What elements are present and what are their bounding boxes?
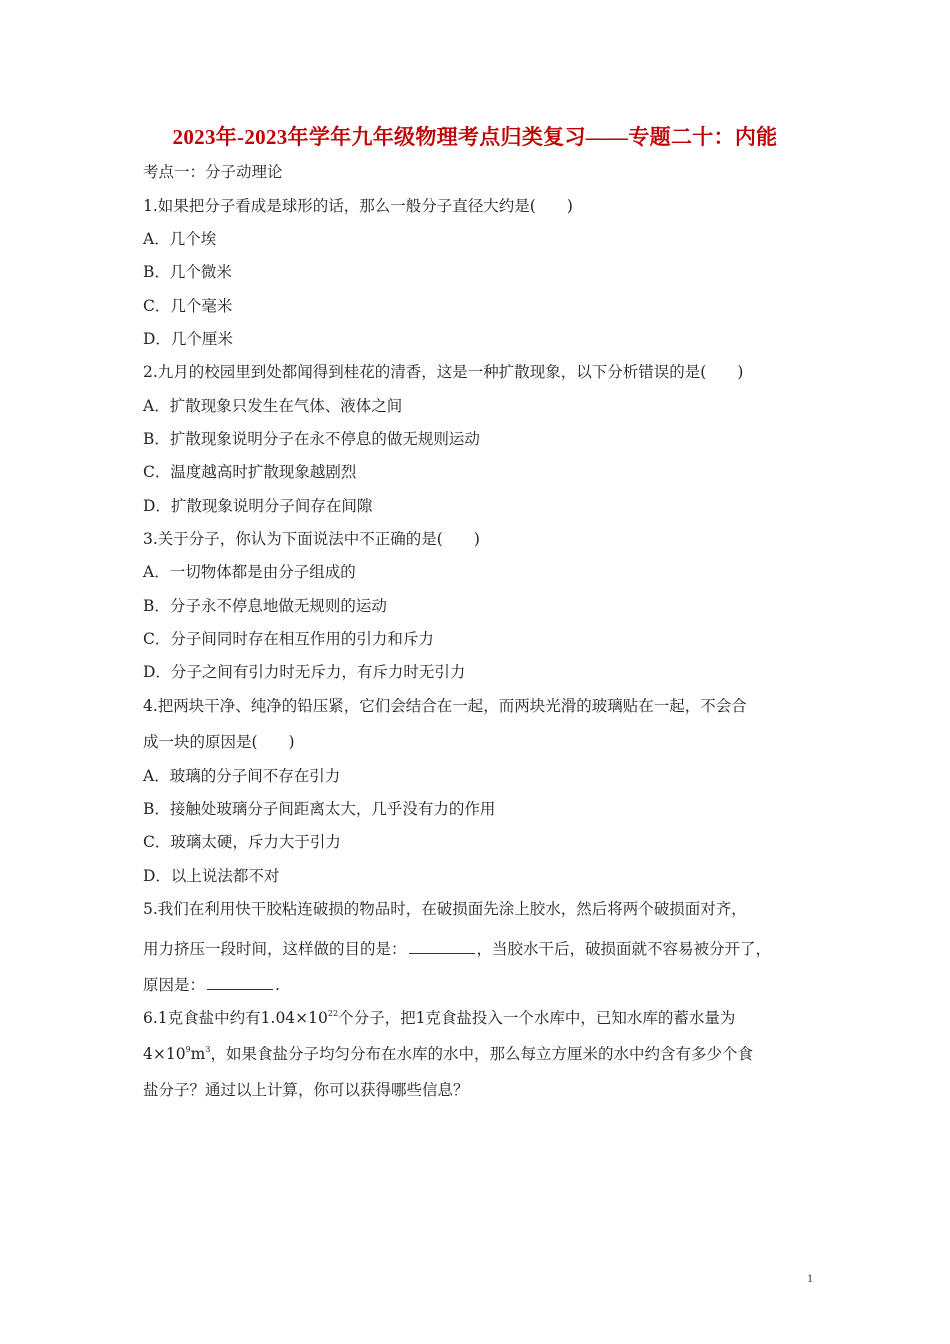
question-1-option-c: C．几个毫米 — [143, 297, 233, 315]
page-number: 1 — [807, 1271, 813, 1285]
question-1-option-a: A．几个埃 — [143, 230, 217, 248]
question-6-line-1 — [143, 1008, 735, 1028]
question-2-option-d: D．扩散现象说明分子间存在间隙 — [143, 497, 373, 515]
question-4-stem-line-2: 成一块的原因是( ) — [143, 733, 295, 751]
question-2-option-b: B．扩散现象说明分子在永不停息的做无规则运动 — [143, 430, 480, 448]
answer-blank-2[interactable] — [207, 974, 273, 990]
question-3-option-d: D．分子之间有引力时无斥力，有斥力时无引力 — [143, 663, 466, 681]
question-5-line-2-suffix: ，当胶水干后，破损面就不容易被分开了， — [476, 940, 772, 958]
question-1-option-d: D．几个厘米 — [143, 330, 233, 348]
question-6-line-1-prefix: 6.1克食盐中约有1.04×10 — [143, 1009, 328, 1027]
question-6-line-2-prefix: 4×10 — [143, 1045, 186, 1063]
question-3-option-c: C．分子间同时存在相互作用的引力和斥力 — [143, 630, 434, 648]
question-5-line-1: 5.我们在利用快干胶粘连破损的物品时，在破损面先涂上胶水，然后将两个破损面对齐， — [143, 900, 747, 918]
section-heading: 考点一：分子动理论 — [143, 163, 283, 181]
question-5-line-2-prefix: 用力挤压一段时间，这样做的目的是： — [143, 940, 407, 958]
question-6-line-2 — [143, 1044, 753, 1064]
question-3-stem: 3.关于分子，你认为下面说法中不正确的是( ) — [143, 530, 480, 548]
question-3-option-a: A．一切物体都是由分子组成的 — [143, 563, 356, 581]
question-6-line-2-suffix: ，如果食盐分子均匀分布在水库的水中，那么每立方厘米的水中约含有多少个食 — [210, 1045, 753, 1063]
question-5-line-2 — [143, 938, 771, 959]
question-5-line-3-prefix: 原因是： — [143, 976, 206, 994]
question-4-option-b: B．接触处玻璃分子间距离太大，几乎没有力的作用 — [143, 800, 496, 818]
question-2-option-c: C．温度越高时扩散现象越剧烈 — [143, 463, 357, 481]
exponent: 22 — [327, 1009, 339, 1018]
question-4-option-c: C．玻璃太硬，斥力大于引力 — [143, 833, 341, 851]
question-4-option-a: A．玻璃的分子间不存在引力 — [143, 767, 341, 785]
question-2-stem: 2.九月的校园里到处都闻得到桂花的清香，这是一种扩散现象，以下分析错误的是( ) — [143, 363, 744, 381]
question-3-option-b: B．分子永不停息地做无规则的运动 — [143, 597, 387, 615]
unit-exponent: 3 — [205, 1045, 211, 1054]
document-title: 2023年-2023年学年九年级物理考点归类复习——专题二十：内能 — [172, 125, 778, 149]
unit: m — [190, 1045, 206, 1063]
question-1-option-b: B．几个微米 — [143, 263, 232, 281]
answer-blank-1[interactable] — [409, 938, 475, 954]
question-1-stem: 1.如果把分子看成是球形的话，那么一般分子直径大约是( ) — [143, 197, 573, 215]
question-6-line-3: 盐分子？通过以上计算，你可以获得哪些信息？ — [143, 1081, 469, 1099]
question-6-line-1-suffix: 个分子，把1克食盐投入一个水库中，已知水库的蓄水量为 — [338, 1009, 736, 1027]
question-4-stem-line-1: 4.把两块干净、纯净的铅压紧，它们会结合在一起，而两块光滑的玻璃贴在一起，不会合 — [143, 697, 747, 715]
exponent: 9 — [185, 1045, 191, 1054]
question-5-line-3-suffix: . — [275, 976, 280, 994]
question-5-line-3 — [143, 974, 280, 995]
question-4-option-d: D．以上说法都不对 — [143, 867, 280, 885]
question-2-option-a: A．扩散现象只发生在气体、液体之间 — [143, 397, 403, 415]
